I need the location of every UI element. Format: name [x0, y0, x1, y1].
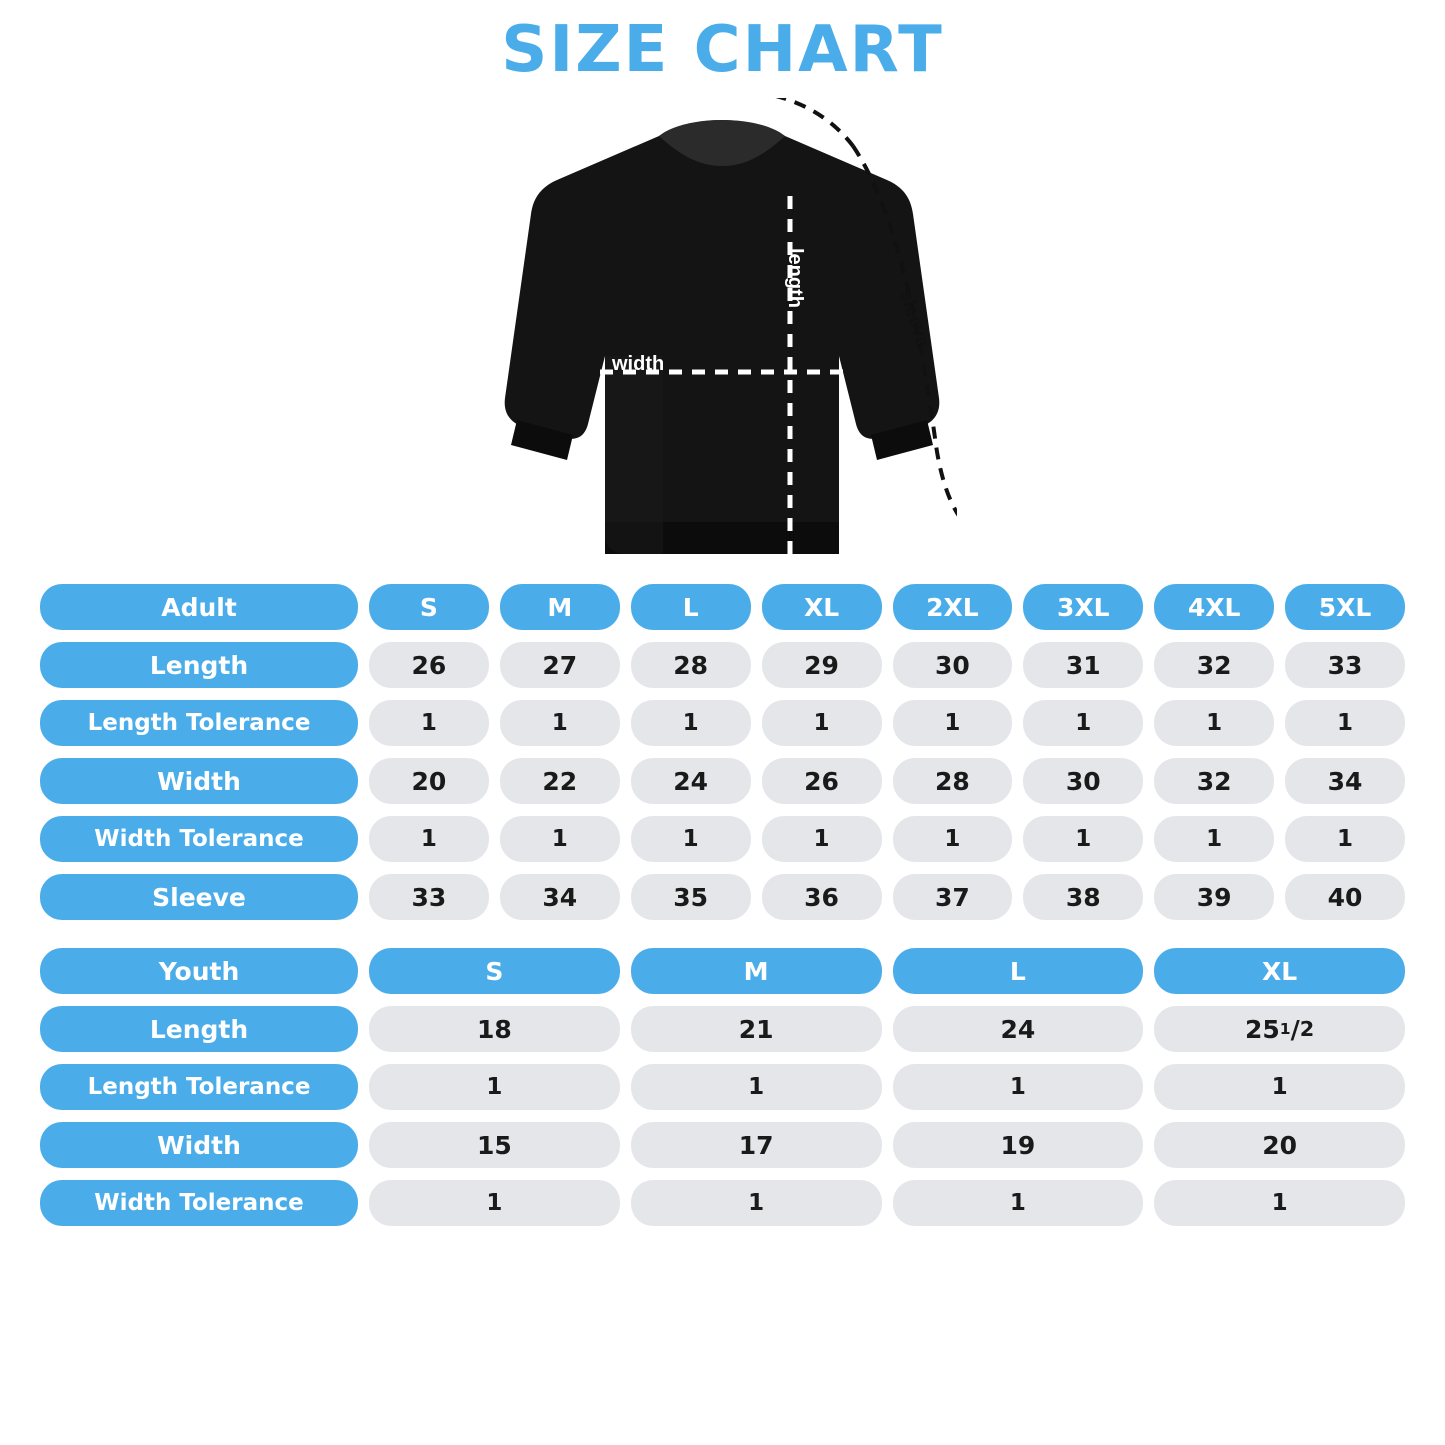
cell-length-2xl: 30 — [893, 642, 1013, 688]
youth-row-label-length: Length — [40, 1006, 358, 1052]
cell-length-xl: 29 — [762, 642, 882, 688]
row-label-length-tolerance: Length Tolerance — [40, 700, 358, 746]
column-header-s: S — [369, 584, 489, 630]
youth-size-table — [0, 948, 1445, 1226]
cell-width-tolerance-xl: 1 — [762, 816, 882, 862]
cell-width-tolerance-l: 1 — [631, 816, 751, 862]
youth-cell-length-m: 21 — [631, 1006, 882, 1052]
cell-length-4xl: 32 — [1154, 642, 1274, 688]
cell-length-l: 28 — [631, 642, 751, 688]
cell-length-5xl: 33 — [1285, 642, 1405, 688]
cell-sleeve-m: 34 — [500, 874, 620, 920]
cell-sleeve-3xl: 38 — [1023, 874, 1143, 920]
youth-cell-width-tolerance-xl: 1 — [1154, 1180, 1405, 1226]
table-row — [40, 1064, 1405, 1110]
cell-width-tolerance-2xl: 1 — [893, 816, 1013, 862]
cell-length-m: 27 — [500, 642, 620, 688]
cell-width-s: 20 — [369, 758, 489, 804]
cell-sleeve-5xl: 40 — [1285, 874, 1405, 920]
youth-column-header-l: L — [893, 948, 1144, 994]
column-header-5xl: 5XL — [1285, 584, 1405, 630]
cell-length-3xl: 31 — [1023, 642, 1143, 688]
youth-cell-length-l: 24 — [893, 1006, 1144, 1052]
cell-sleeve-xl: 36 — [762, 874, 882, 920]
column-header-4xl: 4XL — [1154, 584, 1274, 630]
youth-row-label-length-tolerance: Length Tolerance — [40, 1064, 358, 1110]
adult-header-label: Adult — [40, 584, 358, 630]
cell-length-tolerance-xl: 1 — [762, 700, 882, 746]
youth-row-label-width: Width — [40, 1122, 358, 1168]
cell-width-5xl: 34 — [1285, 758, 1405, 804]
table-row — [40, 874, 1405, 920]
youth-cell-width-tolerance-m: 1 — [631, 1180, 882, 1226]
cell-length-tolerance-2xl: 1 — [893, 700, 1013, 746]
cell-width-tolerance-5xl: 1 — [1285, 816, 1405, 862]
cell-width-4xl: 32 — [1154, 758, 1274, 804]
youth-cell-width-l: 19 — [893, 1122, 1144, 1168]
row-label-sleeve: Sleeve — [40, 874, 358, 920]
table-header-row — [40, 584, 1405, 630]
youth-row-label-width-tolerance: Width Tolerance — [40, 1180, 358, 1226]
youth-cell-length-tolerance-l: 1 — [893, 1064, 1144, 1110]
column-header-2xl: 2XL — [893, 584, 1013, 630]
cell-width-tolerance-3xl: 1 — [1023, 816, 1143, 862]
youth-cell-length-tolerance-m: 1 — [631, 1064, 882, 1110]
width-label: width — [612, 353, 665, 375]
youth-header-label: Youth — [40, 948, 358, 994]
youth-cell-width-tolerance-l: 1 — [893, 1180, 1144, 1226]
cell-length-tolerance-4xl: 1 — [1154, 700, 1274, 746]
cell-length-tolerance-l: 1 — [631, 700, 751, 746]
cell-width-3xl: 30 — [1023, 758, 1143, 804]
column-header-l: L — [631, 584, 751, 630]
cell-sleeve-s: 33 — [369, 874, 489, 920]
cell-length-tolerance-3xl: 1 — [1023, 700, 1143, 746]
row-label-length: Length — [40, 642, 358, 688]
page-title: SIZE CHART — [501, 13, 944, 87]
column-header-m: M — [500, 584, 620, 630]
length-label: length — [784, 248, 806, 308]
cell-width-xl: 26 — [762, 758, 882, 804]
table-header-row — [40, 948, 1405, 994]
cell-sleeve-4xl: 39 — [1154, 874, 1274, 920]
cell-width-l: 24 — [631, 758, 751, 804]
cell-length-s: 26 — [369, 642, 489, 688]
row-label-width-tolerance: Width Tolerance — [40, 816, 358, 862]
cell-width-tolerance-s: 1 — [369, 816, 489, 862]
youth-cell-width-tolerance-s: 1 — [369, 1180, 620, 1226]
table-row — [40, 642, 1405, 688]
cell-width-tolerance-4xl: 1 — [1154, 816, 1274, 862]
youth-column-header-s: S — [369, 948, 620, 994]
youth-cell-length-tolerance-xl: 1 — [1154, 1064, 1405, 1110]
youth-cell-width-m: 17 — [631, 1122, 882, 1168]
sleeve-label: sleeve — [895, 288, 933, 350]
cell-length-tolerance-m: 1 — [500, 700, 620, 746]
youth-cell-length-tolerance-s: 1 — [369, 1064, 620, 1110]
cell-sleeve-l: 35 — [631, 874, 751, 920]
column-header-xl: XL — [762, 584, 882, 630]
table-row — [40, 1180, 1405, 1226]
cell-length-tolerance-5xl: 1 — [1285, 700, 1405, 746]
table-row — [40, 816, 1405, 862]
table-row — [40, 1006, 1405, 1052]
cell-width-2xl: 28 — [893, 758, 1013, 804]
sweatshirt-graphic — [487, 98, 957, 568]
column-header-3xl: 3XL — [1023, 584, 1143, 630]
table-row — [40, 700, 1405, 746]
youth-cell-width-xl: 20 — [1154, 1122, 1405, 1168]
cell-width-m: 22 — [500, 758, 620, 804]
row-label-width: Width — [40, 758, 358, 804]
youth-column-header-xl: XL — [1154, 948, 1405, 994]
adult-size-table — [0, 584, 1445, 920]
table-row — [40, 1122, 1405, 1168]
cell-length-tolerance-s: 1 — [369, 700, 489, 746]
youth-column-header-m: M — [631, 948, 882, 994]
youth-cell-length-s: 18 — [369, 1006, 620, 1052]
garment-illustration — [0, 88, 1445, 578]
cell-sleeve-2xl: 37 — [893, 874, 1013, 920]
youth-cell-width-s: 15 — [369, 1122, 620, 1168]
youth-cell-length-xl: 25 1 / 2 — [1154, 1006, 1405, 1052]
cell-width-tolerance-m: 1 — [500, 816, 620, 862]
table-row — [40, 758, 1405, 804]
